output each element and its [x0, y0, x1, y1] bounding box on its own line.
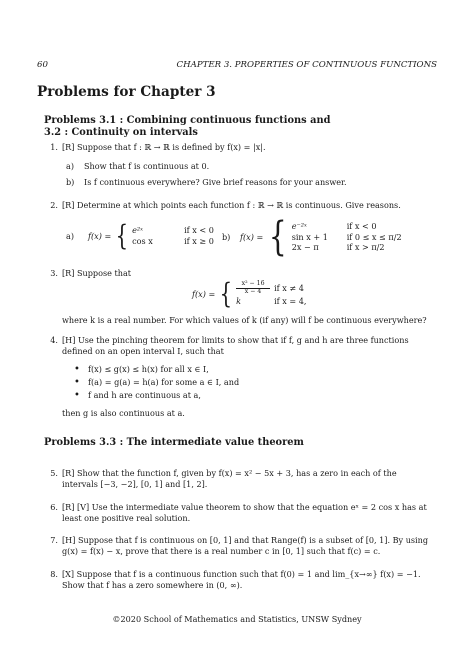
function-lhs: f(x) =	[88, 230, 112, 241]
section-heading-3-1	[44, 115, 330, 139]
case-expr: e²ˣ	[132, 225, 143, 236]
left-brace: {	[115, 219, 129, 252]
running-header: CHAPTER 3. PROPERTIES OF CONTINUOUS FUNCTIONS	[176, 60, 437, 70]
piecewise-p3	[192, 277, 307, 310]
chapter-heading: Problems for Chapter 3	[37, 84, 216, 100]
problem-number: 7.	[50, 535, 58, 545]
problem-text: [H] Use the pinching theorem for limits to show that if f, g and h are three functions defined on an open interval I, such that	[62, 335, 409, 356]
problem-text: [R] Show that the function f, given by f(x) = x² − 5x + 3, has a zero in each of the intervals [−3, −2], [0, 1] and [1, 2].	[62, 468, 397, 489]
case-cond: if x < 0	[184, 225, 214, 236]
case-cond: if x ≥ 0	[184, 236, 214, 246]
list-item: • f(x) ≤ g(x) ≤ h(x) for all x ∈ I,	[62, 364, 434, 375]
fraction-denominator: x − 4	[236, 288, 270, 296]
left-brace: {	[219, 277, 233, 310]
case-expr: e⁻²ˣ	[291, 220, 307, 231]
case-expr: cos x	[132, 236, 153, 246]
problem-text: [R] Suppose that	[62, 268, 132, 278]
function-lhs: f(x) =	[240, 231, 264, 242]
subpart-label: a)	[66, 160, 74, 171]
case-cond: if 0 ≤ x ≤ π/2	[346, 231, 402, 242]
subpart-b	[62, 177, 434, 188]
list-item: • f and h are continuous at a,	[62, 390, 434, 401]
subpart-a	[62, 161, 434, 172]
cases	[236, 281, 306, 306]
problem-number: 8.	[50, 569, 58, 579]
section-heading-line: 3.2 : Continuity on intervals	[44, 127, 198, 139]
subpart-label: b)	[222, 231, 231, 242]
page-footer: ©2020 School of Mathematics and Statistics, UNSW Sydney	[112, 614, 362, 624]
problem-number: 5.	[50, 468, 58, 478]
case-cond: if x ≠ 4	[274, 283, 304, 294]
section-heading-3-3: Problems 3.3 : The intermediate value theorem	[44, 437, 304, 448]
problem-number: 3.	[50, 268, 58, 278]
problem-text: [H] Suppose that f is continuous on [0, 1] and that Range(f) is a subset of [0, 1]. By using g(x) = f(x) − x, prove that there is a real number c in [0, 1] such that f(c) = c.	[62, 535, 429, 556]
left-brace: {	[269, 214, 287, 260]
problem-number: 2.	[50, 200, 58, 210]
problem-number: 6.	[50, 502, 58, 512]
fraction	[236, 281, 270, 296]
subpart-label: a)	[66, 230, 74, 241]
list-item: • f(a) = g(a) = h(a) for some a ∈ I, and	[62, 377, 434, 388]
cases	[292, 221, 402, 253]
cases	[132, 225, 214, 246]
problem-text: [X] Suppose that f is a continuous function such that f(0) = 1 and lim_{x→∞} f(x) = −1. Show that f has a zero somewhere in (0, ∞).	[62, 569, 421, 590]
case-cond: if x > π/2	[346, 242, 385, 253]
piecewise-a	[66, 219, 214, 252]
fraction-numerator: x² − 16	[241, 280, 265, 288]
case-expr: k	[236, 295, 241, 306]
problem-text: [R] Suppose that f : ℝ → ℝ is defined by f(x) = |x|.	[62, 142, 266, 152]
problem-text: [R] Determine at which points each function f : ℝ → ℝ is continuous. Give reasons.	[62, 200, 401, 210]
case-cond: if x = 4,	[274, 295, 307, 306]
case-cond: if x < 0	[346, 220, 377, 231]
problem-1	[44, 142, 434, 190]
problem-3-followup: where k is a real number. For which values of k (if any) will f be continuous everywhere?	[62, 315, 427, 325]
section-heading-line: Problems 3.1 : Combining continuous functions and	[44, 115, 331, 126]
subpart-text: Show that f is continuous at 0.	[84, 160, 210, 171]
piecewise-b	[222, 214, 402, 260]
function-lhs: f(x) =	[192, 288, 216, 299]
page-number: 60	[37, 60, 48, 70]
condition-list	[62, 364, 434, 400]
problem-conclusion: then g is also continuous at a.	[62, 408, 185, 419]
case-expr: sin x + 1	[291, 231, 328, 242]
case-expr: 2x − π	[291, 242, 319, 253]
subpart-text: Is f continuous everywhere? Give brief reasons for your answer.	[84, 177, 347, 188]
problem-number: 1.	[50, 142, 58, 152]
subpart-label: b)	[66, 177, 75, 188]
problem-text: [R] [V] Use the intermediate value theorem to show that the equation eˣ = 2 cos x has at least one positive real solution.	[62, 502, 427, 523]
problem-number: 4.	[50, 335, 58, 345]
